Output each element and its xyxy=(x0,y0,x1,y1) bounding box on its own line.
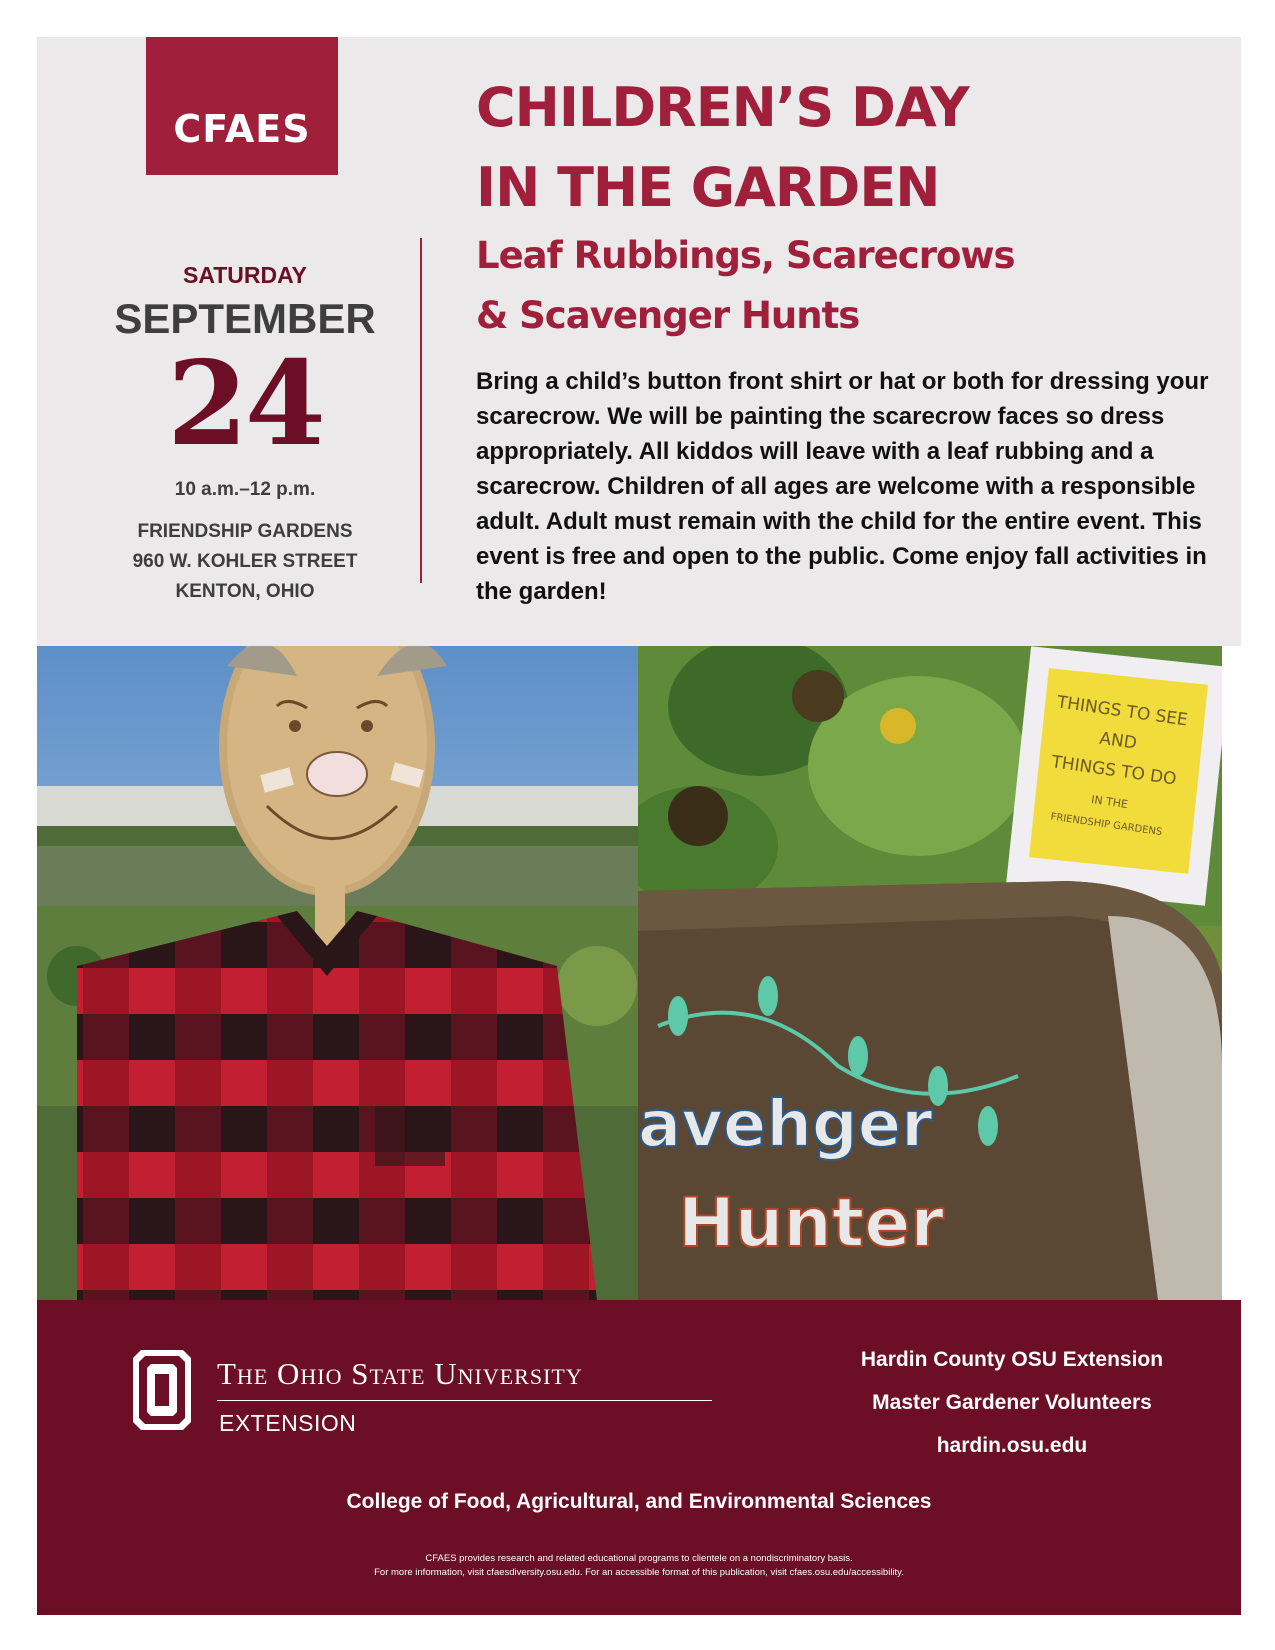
divider xyxy=(420,238,422,583)
event-weekday: SATURDAY xyxy=(183,262,307,288)
event-venue xyxy=(100,517,390,607)
event-title-line2: IN THE GARDEN xyxy=(476,156,940,219)
footer-panel xyxy=(37,1300,1241,1615)
event-description: Bring a child’s button front shirt or hat or both for dressing your scarecrow. We will be painting the scarecrow faces so dress appropriately. All kiddos will leave with a leaf rubbing and a scarecrow. Children of all ages are welcome with a responsible adult. Adult must remain with the child for the entire event. This event is free and open to the public. Come enjoy fall activities in the garden! xyxy=(476,368,1209,605)
mailbox-word1: avehger xyxy=(638,1088,933,1162)
event-date-block xyxy=(100,262,390,607)
venue-street: 960 W. KOHLER STREET xyxy=(132,551,358,572)
event-time: 10 a.m.–12 p.m. xyxy=(174,479,316,500)
sign-line2: AND xyxy=(1098,728,1139,754)
event-subtitle xyxy=(476,226,1196,346)
event-subtitle-line1: Leaf Rubbings, Scarecrows xyxy=(476,234,1015,277)
event-month: SEPTEMBER xyxy=(114,295,376,342)
sign-line5: FRIENDSHIP GARDENS xyxy=(1049,811,1163,839)
event-day-number: 24 xyxy=(167,336,323,472)
event-subtitle-line2: & Scavenger Hunts xyxy=(476,294,860,337)
footer-website: hardin.osu.edu xyxy=(936,1434,1088,1457)
scarecrow-photo xyxy=(37,646,638,1300)
venue-city: KENTON, OHIO xyxy=(175,581,315,602)
cfaes-logo-text: CFAES xyxy=(173,107,311,151)
footer-disclaimer xyxy=(37,1552,1241,1580)
osu-wordmark: The Ohio State University xyxy=(217,1356,583,1391)
venue-name: FRIENDSHIP GARDENS xyxy=(137,521,353,542)
mailbox-word2: Hunter xyxy=(678,1184,944,1263)
disclaimer-line2: For more information, visit cfaesdiversity.osu.edu. For an accessible format of this publication, visit cfaes.osu.edu/accessibility. xyxy=(374,1567,904,1578)
footer-org-line2: Master Gardener Volunteers xyxy=(872,1391,1152,1414)
osu-extension-label: EXTENSION xyxy=(219,1410,357,1436)
footer-college: College of Food, Agricultural, and Environmental Sciences xyxy=(346,1490,932,1513)
sign-line1: THINGS TO SEE xyxy=(1055,692,1189,731)
sign-line3: THINGS TO DO xyxy=(1050,752,1178,790)
cfaes-logo xyxy=(146,37,338,175)
footer-contact xyxy=(852,1338,1172,1467)
mailbox-photo xyxy=(638,646,1222,1300)
sign-line4: IN THE xyxy=(1090,793,1129,812)
disclaimer-line1: CFAES provides research and related educational programs to clientele on a nondiscriminatory basis. xyxy=(425,1553,853,1564)
event-title xyxy=(476,68,1196,228)
event-title-line1: CHILDREN’S DAY xyxy=(476,76,969,139)
osu-block-o-icon xyxy=(133,1350,191,1430)
osu-rule xyxy=(217,1400,712,1401)
footer-org-line1: Hardin County OSU Extension xyxy=(860,1348,1164,1371)
